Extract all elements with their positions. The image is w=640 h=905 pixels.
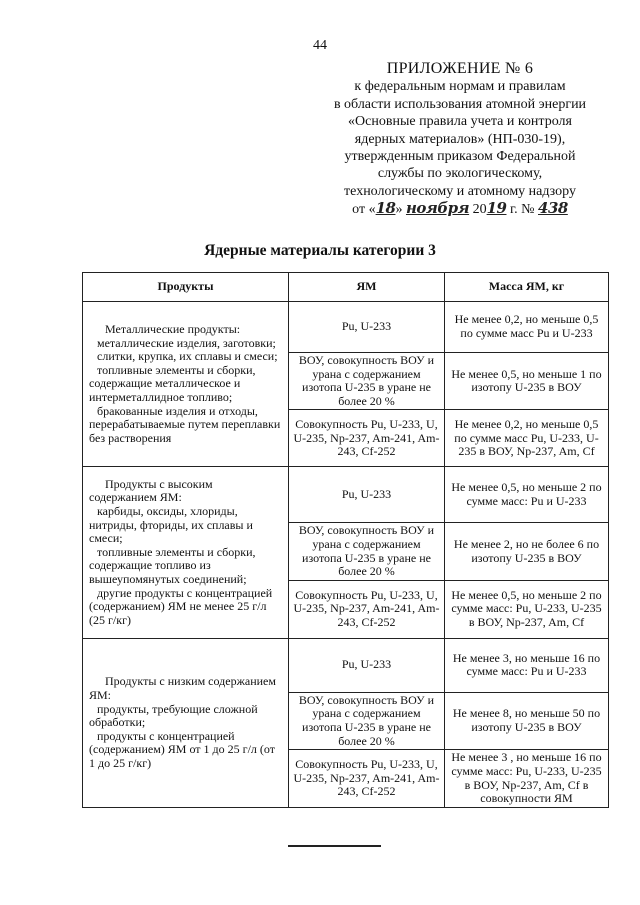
handwritten-day: 18: [375, 199, 396, 218]
product-cell: [83, 638, 289, 807]
table-row: [83, 302, 609, 353]
mass-cell: Не менее 3, но меньше 16 по сумме масс: Pu и U-233: [445, 638, 609, 692]
ym-cell: ВОУ, совокупность ВОУ и урана с содержанием изотопа U-235 в уране не более 20 %: [289, 353, 445, 410]
product-item: продукты, требующие сложной обработки;: [89, 701, 258, 730]
document-title: Ядерные материалы категории 3: [204, 242, 436, 259]
product-heading: Металлические продукты:: [105, 322, 241, 337]
order-date-line: [300, 200, 620, 218]
mass-cell: Не менее 8, но меньше 50 по изотопу U-235 в ВОУ: [445, 692, 609, 749]
handwritten-year: 19: [486, 199, 507, 218]
ym-cell: ВОУ, совокупность ВОУ и урана с содержанием изотопа U-235 в уране не более 20 %: [289, 523, 445, 580]
mass-cell: Не менее 0,5, но меньше 2 по сумме масс: Pu и U-233: [445, 467, 609, 523]
header-line: в области использования атомной энергии: [333, 96, 587, 112]
ym-cell: Совокупность Pu, U-233, U, U-235, Np-237, Am-241, Am-243, Cf-252: [289, 410, 445, 467]
product-heading: Продукты с низким содержанием ЯМ:: [89, 674, 276, 702]
mass-cell: Не менее 2, но не более 6 по изотопу U-235 в ВОУ: [445, 523, 609, 580]
product-item: слитки, крупка, их сплавы и смеси;: [97, 349, 278, 364]
year-prefix: 20: [472, 202, 487, 218]
product-item: продукты с концентрацией (содержанием) ЯМ от 1 до 25 г/л (от 1 до 25 г/кг): [89, 728, 275, 770]
ym-cell: ВОУ, совокупность ВОУ и урана с содержанием изотопа U-235 в уране не более 20 %: [289, 692, 445, 749]
year-label: г. №: [509, 202, 535, 218]
product-item: топливные элементы и сборки, содержащие топливо из вышеупомянутых соединений;: [89, 544, 256, 586]
product-item: другие продукты с концентрацией (содержанием) ЯМ не менее 25 г/л (25 г/кг): [89, 585, 273, 627]
mass-cell: Не менее 0,2, но меньше 0,5 по сумме масс Pu и U-233: [445, 302, 609, 353]
ym-cell: Совокупность Pu, U-233, U, U-235, Np-237, Am-241, Am-243, Cf-252: [289, 580, 445, 638]
column-header-ym: ЯМ: [289, 273, 445, 302]
ym-cell: Совокупность Pu, U-233, U, U-235, Np-237, Am-241, Am-243, Cf-252: [289, 750, 445, 808]
appendix-title: ПРИЛОЖЕНИЕ № 6: [386, 60, 534, 77]
column-header-mass: Масса ЯМ, кг: [445, 273, 609, 302]
table-row: [83, 467, 609, 523]
mass-cell: Не менее 0,5, но меньше 1 по изотопу U-235 в ВОУ: [445, 353, 609, 410]
ym-cell: Pu, U-233: [289, 638, 445, 692]
column-header-products: Продукты: [83, 273, 289, 302]
handwritten-month: ноября: [405, 199, 470, 218]
handwritten-number: 438: [538, 199, 568, 218]
product-item: карбиды, оксиды, хлориды, нитриды, фториды, их сплавы и смеси;: [89, 503, 253, 546]
table-row: [83, 638, 609, 692]
mass-cell: Не менее 0,5, но меньше 2 по сумме масс: Pu, U-233, U-235 в ВОУ, Np-237, Am, Cf: [445, 580, 609, 638]
quote-close: »: [395, 202, 403, 218]
product-heading: Продукты с высоким содержанием ЯМ:: [89, 476, 213, 505]
header-line: службы по экологическому,: [377, 166, 543, 182]
from-prefix: от «: [352, 202, 376, 218]
mass-cell: Не менее 3 , но меньше 16 по сумме масс: Pu, U-233, U-235 в ВОУ, Np-237, Am, Cf в совокупности ЯМ: [445, 750, 609, 808]
nuclear-materials-table: [82, 272, 609, 808]
product-item: бракованные изделия и отходы, перерабатываемые путем переплавки без растворения: [89, 403, 281, 445]
ym-cell: Pu, U-233: [289, 302, 445, 353]
header-line: к федеральным нормам и правилам: [354, 79, 566, 95]
product-item: топливные элементы и сборки, содержащие металлическое и интерметаллидное топливо;: [89, 362, 256, 404]
mass-cell: Не менее 0,2, но меньше 0,5 по сумме масс Pu, U-233, U-235 в ВОУ, Np-237, Am, Cf: [445, 410, 609, 467]
product-cell: [83, 302, 289, 467]
table-header-row: [83, 273, 609, 302]
ym-cell: Pu, U-233: [289, 467, 445, 523]
header-line: технологическому и атомному надзору: [344, 183, 576, 199]
header-line: ядерных материалов» (НП-030-19),: [354, 131, 566, 147]
product-item: металлические изделия, заготовки;: [97, 335, 276, 350]
product-cell: [83, 467, 289, 638]
header-line: «Основные правила учета и контроля: [348, 114, 572, 130]
header-line: утвержденным приказом Федеральной: [344, 149, 576, 165]
footer-divider: [288, 845, 381, 847]
appendix-header: [300, 60, 620, 219]
page-number: 44: [313, 38, 327, 53]
